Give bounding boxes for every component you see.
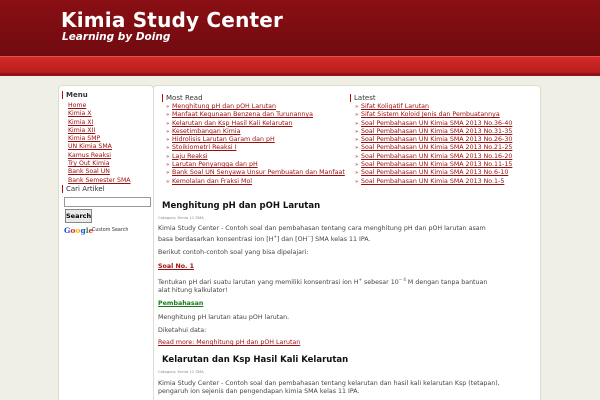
sidebar-menu-item[interactable]: [68, 102, 131, 110]
most-read-marker: [162, 94, 163, 102]
nav-divider: [0, 73, 600, 76]
post-category: Category: Kimia 11 SMA: [158, 369, 204, 374]
most-read-item-link[interactable]: Hidrolisis Larutan Garam dan pH: [172, 136, 275, 144]
post-title[interactable]: Menghitung pH dan pOH Larutan: [162, 201, 321, 211]
sidebar-menu-item-link[interactable]: Kimia X: [68, 110, 92, 118]
latest-item-link[interactable]: Sifat Sistem Koloid Jenis dan Pembuatannya: [361, 111, 500, 119]
sidebar-menu-item[interactable]: [68, 135, 131, 143]
latest-item-link[interactable]: Soal Pembahasan UN Kimia SMA 2013 No.6-10: [361, 169, 509, 177]
latest-item-link[interactable]: Soal Pembahasan UN Kimia SMA 2013 No.31-35: [361, 127, 513, 135]
site-tagline: Learning by Doing: [62, 31, 171, 43]
most-read-item[interactable]: [166, 144, 346, 152]
sidebar-menu-item-link[interactable]: Home: [68, 102, 87, 109]
google-logo: Google: [64, 226, 94, 235]
post-title[interactable]: Kelarutan dan Ksp Hasil Kali Kelarutan: [162, 355, 349, 365]
site-title[interactable]: Kimia Study Center: [61, 8, 284, 32]
latest-item[interactable]: [355, 161, 540, 169]
pembahasan-text: Menghitung pH larutan atau pOH larutan.: [158, 314, 290, 321]
soal-text-line: alat hitung kalkulator!: [158, 287, 228, 295]
latest-item[interactable]: [355, 153, 540, 161]
most-read-item[interactable]: [166, 136, 346, 144]
search-button[interactable]: Search: [65, 209, 92, 223]
sidebar-menu-item[interactable]: [68, 168, 131, 176]
latest-item[interactable]: [355, 103, 540, 111]
sidebar-menu-item[interactable]: [68, 160, 131, 168]
sidebar-menu-item[interactable]: [68, 127, 131, 135]
sidebar-menu-item-link[interactable]: Kimia SMP: [68, 135, 101, 143]
post-intro: [158, 380, 536, 396]
sidebar-menu-item-link[interactable]: Bank Semester SMA: [68, 176, 131, 184]
most-read-item-link[interactable]: Kesetimbangan Kimia: [172, 127, 241, 135]
latest-item-link[interactable]: Soal Pembahasan UN Kimia SMA 2013 No.16-20: [361, 152, 513, 160]
post-intro: [158, 225, 536, 245]
pembahasan-link[interactable]: Pembahasan: [158, 300, 204, 307]
sidebar-menu-item-link[interactable]: Try Out Kimia: [68, 160, 110, 168]
soal-text-line: Tentukan pH dari suatu larutan yang memiliki konsentrasi ion H+ sebesar $10^{- 4}$ M dengan tanpa bantuan: [158, 277, 488, 287]
latest-item-link[interactable]: Soal Pembahasan UN Kimia SMA 2013 No.1-5: [361, 177, 505, 185]
search-heading-marker: [62, 185, 63, 193]
soal-link[interactable]: Soal No. 1: [158, 263, 195, 270]
latest-item[interactable]: [355, 111, 540, 119]
most-read-item[interactable]: [166, 128, 346, 136]
nav-bar: [0, 56, 600, 73]
latest-list: [355, 103, 540, 186]
most-read-item-link[interactable]: Larutan Penyangga dan pH: [172, 161, 258, 169]
search-heading: Cari Artikel: [66, 185, 105, 193]
menu-heading: Menu: [66, 91, 88, 99]
sidebar-menu-item-link[interactable]: Kamus Reaksi: [68, 151, 112, 159]
latest-heading: Latest: [354, 94, 376, 102]
most-read-item[interactable]: [166, 169, 346, 177]
most-read-item-link[interactable]: Kelarutan dan Ksp Hasil Kali Kelarutan: [172, 119, 293, 127]
latest-item[interactable]: [355, 136, 540, 144]
sidebar-menu-item[interactable]: [68, 119, 131, 127]
sidebar-menu-item[interactable]: [68, 110, 131, 118]
soal-text: [158, 276, 536, 296]
latest-marker: [350, 94, 351, 102]
latest-item-link[interactable]: Soal Pembahasan UN Kimia SMA 2013 No.11-15: [361, 161, 513, 169]
post-intro-line: basa berdasarkan konsentrasi ion [H+] dan [OH−] SMA kelas 11 IPA.: [158, 234, 371, 244]
most-read-item-link[interactable]: Menghitung pH dan pOH Larutan: [172, 103, 277, 110]
most-read-item-link[interactable]: Manfaat Kegunaan Benzena dan Turunannya: [172, 111, 314, 119]
sidebar-menu-item-link[interactable]: UN Kimia SMA: [68, 143, 112, 151]
sidebar-menu-item[interactable]: [68, 143, 131, 151]
latest-item-link[interactable]: Soal Pembahasan UN Kimia SMA 2013 No.36-40: [361, 119, 513, 127]
custom-search-label: Custom Search: [92, 228, 129, 233]
sidebar-menu-item[interactable]: [68, 152, 131, 160]
latest-item-link[interactable]: Soal Pembahasan UN Kimia SMA 2013 No.26-30: [361, 136, 513, 144]
most-read-item[interactable]: [166, 111, 346, 119]
most-read-item-link[interactable]: Kemolalan dan Fraksi Mol: [172, 177, 253, 185]
post-intro-line: Kimia Study Center - Contoh soal dan pembahasan tentang cara menghitung pH dan pOH larutan asam: [158, 225, 486, 232]
most-read-heading: Most Read: [166, 94, 203, 102]
post-category: Category: Kimia 11 SMA: [158, 215, 204, 220]
site-header: [0, 0, 600, 56]
most-read-item[interactable]: [166, 178, 346, 186]
menu-heading-marker: [62, 91, 63, 99]
read-more-link[interactable]: Read more: Menghitung pH dan pOH Larutan: [158, 339, 301, 346]
sidebar-menu-item-link[interactable]: Bank Soal UN: [68, 168, 110, 176]
sidebar-menu-item[interactable]: [68, 177, 131, 185]
latest-item-link[interactable]: Sifat Koligatif Larutan: [361, 103, 430, 110]
most-read-item-link[interactable]: Stoikiometri Reaksi I: [172, 144, 237, 152]
most-read-item[interactable]: [166, 153, 346, 161]
latest-item[interactable]: [355, 178, 540, 186]
post-intro-line: pengaruh ion sejenis dan pengendapan kimia SMA kelas 11 IPA.: [158, 388, 360, 396]
sidebar-menu-item-link[interactable]: Kimia XI: [68, 118, 94, 126]
sidebar-menu: [68, 102, 131, 185]
latest-item[interactable]: [355, 120, 540, 128]
most-read-item[interactable]: [166, 161, 346, 169]
latest-item-link[interactable]: Soal Pembahasan UN Kimia SMA 2013 No.21-25: [361, 144, 513, 152]
examples-text: Berikut contoh-contoh soal yang bisa dipelajari:: [158, 249, 309, 256]
latest-item[interactable]: [355, 128, 540, 136]
most-read-item[interactable]: [166, 103, 346, 111]
most-read-list: [166, 103, 346, 186]
sidebar-menu-item-link[interactable]: Kimia XII: [68, 126, 96, 134]
most-read-item-link[interactable]: Laju Reaksi: [172, 152, 208, 160]
post-intro-line: Kimia Study Center - Contoh soal dan pembahasan tentang kelarutan dan hasil kali kelarutan Ksp (tetapan),: [158, 380, 500, 387]
most-read-item-link[interactable]: Bank Soal UN Senyawa Unsur Pembuatan dan Manfaat: [172, 169, 345, 177]
data-label: Diketahui data:: [158, 327, 207, 334]
search-input[interactable]: [64, 197, 151, 207]
latest-item[interactable]: [355, 144, 540, 152]
most-read-item[interactable]: [166, 120, 346, 128]
latest-item[interactable]: [355, 169, 540, 177]
